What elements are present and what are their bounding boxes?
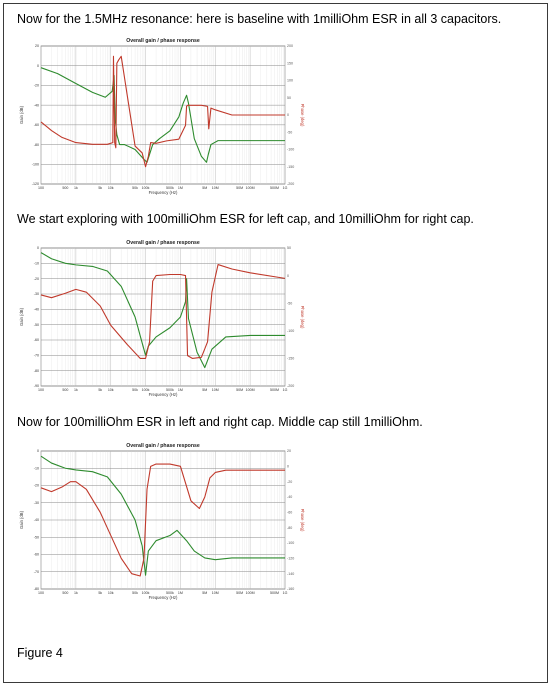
y2-axis-label: Phase (deg)	[300, 305, 305, 329]
x-tick-label: 100M	[245, 591, 255, 595]
y-tick-label: -100	[31, 162, 39, 167]
y-tick-label: -80	[33, 368, 39, 373]
figure-label: Figure 4	[17, 646, 63, 660]
x-tick-label: 500k	[166, 591, 174, 595]
y-tick-label: 0	[37, 449, 39, 454]
x-tick-label: 1M	[177, 186, 183, 190]
y-tick-label: -10	[33, 261, 39, 266]
y2-tick-label: 100	[287, 78, 293, 83]
x-tick-label: 500k	[166, 186, 174, 190]
y2-tick-label: -100	[287, 329, 295, 333]
x-tick-label: 5M	[202, 186, 208, 190]
y-tick-label: 20	[35, 44, 39, 49]
y-tick-label: -30	[33, 500, 39, 505]
y-tick-label: -20	[33, 83, 39, 88]
x-tick-label: 1k	[73, 388, 78, 392]
x-tick-label: 5k	[98, 186, 103, 190]
y2-tick-label: -160	[287, 587, 295, 592]
y2-tick-label: 200	[287, 44, 293, 49]
y2-tick-label: 0	[287, 464, 289, 469]
x-tick-label: 5k	[98, 388, 103, 392]
y2-tick-label: 150	[287, 61, 293, 66]
figure-frame	[3, 3, 548, 683]
y2-tick-label: -100	[287, 541, 295, 546]
y-tick-label: -40	[33, 307, 39, 312]
y-axis-label: Gain (dB)	[19, 308, 24, 326]
x-tick-label: 5k	[98, 591, 103, 595]
chart-title: Overall gain / phase response	[126, 38, 200, 44]
chart-svg	[17, 34, 307, 196]
x-tick-label: 50k	[132, 388, 138, 392]
x-tick-label: 1k	[73, 591, 78, 595]
x-tick-label: 1G	[282, 591, 288, 595]
x-tick-label: 100M	[245, 186, 255, 190]
y2-tick-label: -200	[287, 182, 295, 187]
x-tick-label: 1M	[177, 388, 183, 392]
y2-tick-label: 50	[287, 95, 291, 100]
x-tick-label: 100	[38, 388, 44, 392]
x-tick-label: 50M	[236, 591, 244, 595]
y-tick-label: -60	[33, 552, 39, 557]
x-tick-label: 100k	[141, 186, 150, 190]
x-tick-label: 500	[62, 591, 69, 595]
x-tick-label: 10M	[211, 591, 219, 595]
y2-tick-label: -50	[287, 130, 293, 135]
y2-tick-label: -150	[287, 356, 295, 361]
y2-tick-label: -60	[287, 510, 293, 515]
x-tick-label: 100	[38, 186, 44, 190]
x-tick-label: 500k	[166, 388, 174, 392]
x-tick-label: 1k	[73, 186, 78, 190]
y-tick-label: -60	[33, 338, 39, 343]
chart-svg	[17, 236, 307, 398]
x-tick-label: 10k	[107, 186, 114, 190]
y-tick-label: -50	[33, 535, 39, 540]
x-tick-label: 100M	[245, 388, 255, 392]
y-tick-label: -20	[33, 276, 39, 281]
y-tick-label: -20	[33, 483, 39, 488]
x-tick-label: 50M	[236, 186, 244, 190]
x-tick-label: 10k	[107, 388, 114, 392]
y-tick-label: -70	[33, 569, 39, 574]
caption-1: Now for the 1.5MHz resonance: here is baseline with 1milliOhm ESR in all 3 capacitors.	[17, 12, 502, 26]
y2-tick-label: -120	[287, 556, 295, 561]
x-tick-label: 500M	[270, 186, 280, 190]
chart-1	[17, 34, 307, 196]
y2-tick-label: -140	[287, 571, 295, 576]
x-tick-label: 500M	[270, 591, 280, 595]
y-axis-label: Gain (dB)	[19, 511, 24, 529]
y-tick-label: -80	[33, 587, 39, 592]
chart-title: Overall gain / phase response	[126, 443, 200, 449]
x-axis-label: Frequency (Hz)	[148, 595, 178, 600]
x-axis-label: Frequency (Hz)	[148, 392, 178, 397]
x-tick-label: 100k	[141, 388, 150, 392]
x-tick-label: 10k	[107, 591, 114, 595]
y-tick-label: -50	[33, 322, 39, 327]
caption-2: We start exploring with 100milliOhm ESR for left cap, and 10milliOhm for right cap.	[17, 212, 474, 226]
y2-tick-label: 0	[287, 273, 289, 278]
x-tick-label: 100	[38, 591, 44, 595]
x-tick-label: 100k	[141, 591, 150, 595]
y-tick-label: -90	[33, 384, 39, 389]
y-tick-label: -80	[33, 142, 39, 147]
y2-axis-label: Phase (deg)	[300, 103, 305, 127]
x-tick-label: 50k	[132, 186, 138, 190]
caption-3: Now for 100milliOhm ESR in left and right cap. Middle cap still 1milliOhm.	[17, 415, 423, 429]
x-tick-label: 50k	[132, 591, 138, 595]
y2-tick-label: -100	[287, 147, 295, 152]
y2-tick-label: 0	[287, 113, 289, 118]
y-tick-label: -60	[33, 123, 39, 128]
y2-axis-label: Phase (deg)	[300, 508, 305, 532]
x-axis-label: Frequency (Hz)	[148, 190, 178, 195]
chart-3	[17, 439, 307, 601]
x-tick-label: 1G	[282, 186, 288, 190]
x-tick-label: 500M	[270, 388, 280, 392]
y2-tick-label: 50	[287, 246, 291, 251]
chart-svg	[17, 439, 307, 601]
chart-title: Overall gain / phase response	[126, 240, 200, 246]
x-tick-label: 10M	[211, 186, 219, 190]
x-tick-label: 500	[62, 388, 69, 392]
y-tick-label: 0	[37, 63, 39, 68]
y-tick-label: 0	[37, 246, 39, 251]
y2-tick-label: 20	[287, 449, 291, 454]
y-tick-label: -120	[31, 182, 39, 187]
y2-tick-label: -20	[287, 479, 293, 484]
x-tick-label: 1G	[282, 388, 288, 392]
x-tick-label: 10M	[211, 388, 219, 392]
y-tick-label: -10	[33, 466, 39, 471]
y-tick-label: -70	[33, 353, 39, 358]
y2-tick-label: -40	[287, 495, 293, 500]
chart-2	[17, 236, 307, 398]
y2-tick-label: -200	[287, 384, 295, 389]
x-tick-label: 5M	[202, 591, 208, 595]
x-tick-label: 5M	[202, 388, 208, 392]
y2-tick-label: -50	[287, 301, 293, 306]
x-tick-label: 50M	[236, 388, 244, 392]
y2-tick-label: -150	[287, 164, 295, 169]
y-tick-label: -30	[33, 292, 39, 297]
x-tick-label: 500	[62, 186, 69, 190]
x-tick-label: 1M	[177, 591, 183, 595]
y-tick-label: -40	[33, 518, 39, 523]
y-axis-label: Gain (dB)	[19, 106, 24, 124]
y2-tick-label: -80	[287, 525, 293, 530]
y-tick-label: -40	[33, 103, 39, 108]
